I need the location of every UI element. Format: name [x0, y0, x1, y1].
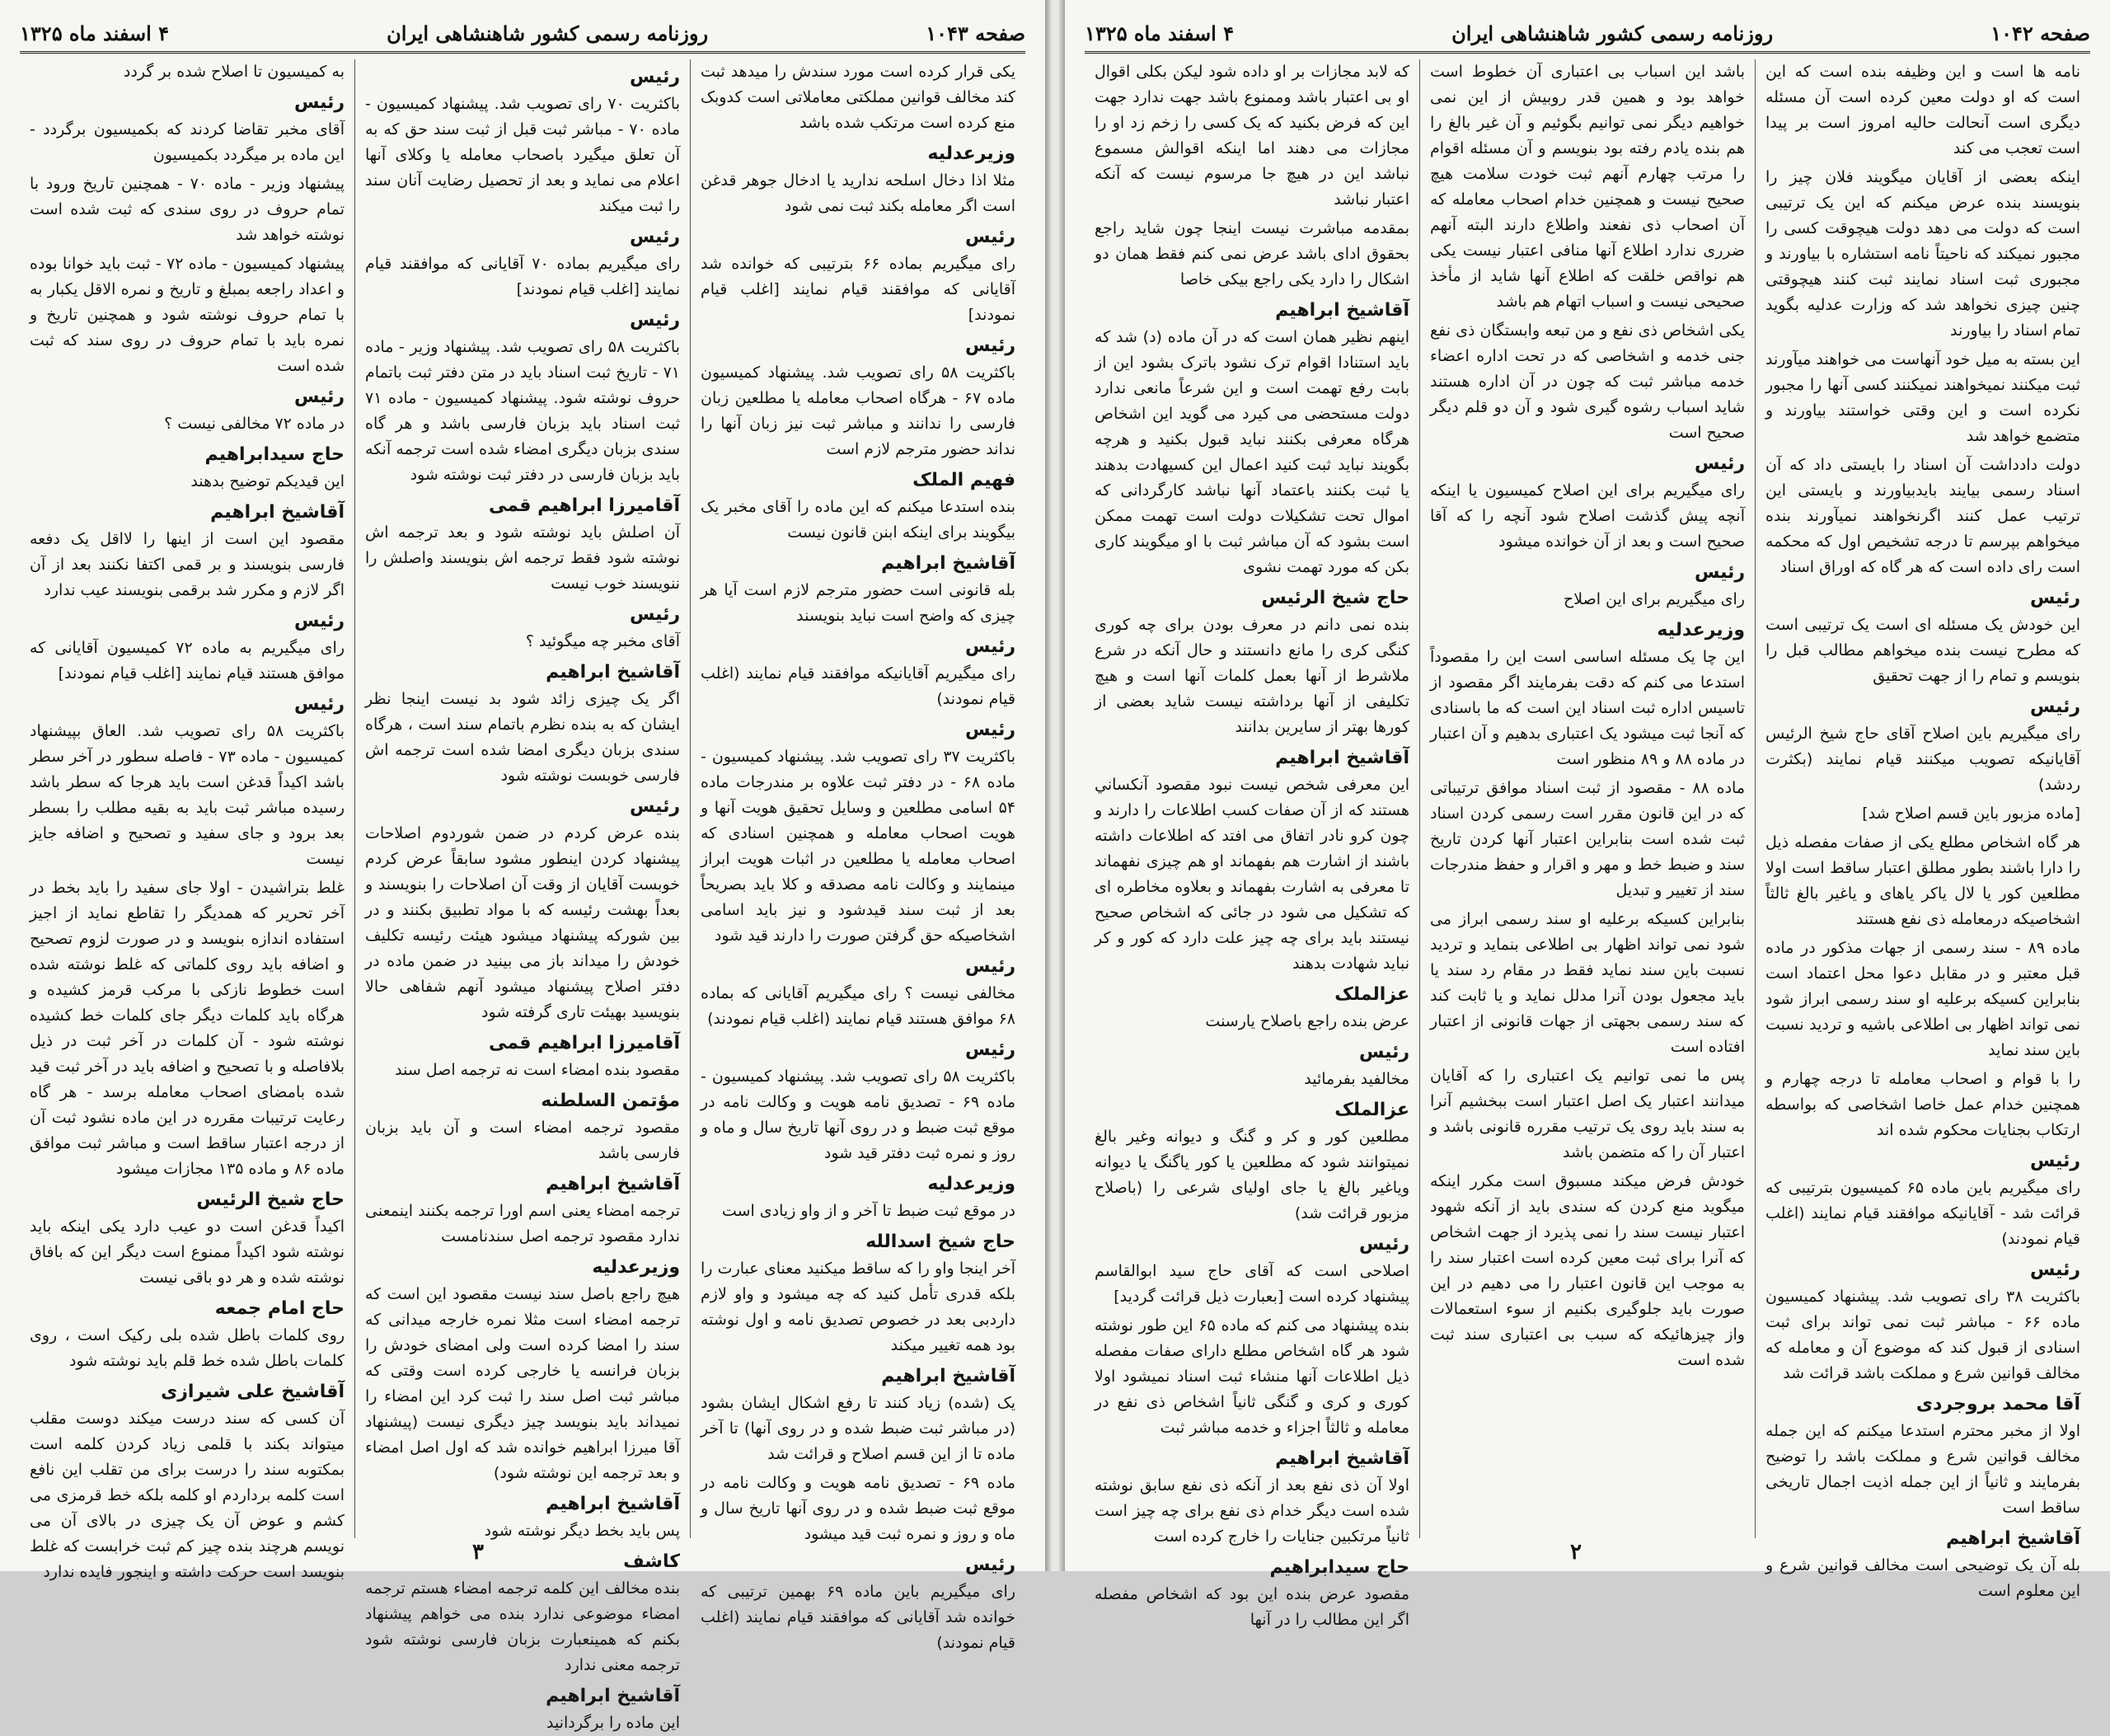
speaker-name: حاج شیخ الرئیس [1261, 588, 1409, 608]
left-page-columns [20, 59, 1025, 1732]
speaker-name: رئیس [629, 67, 680, 87]
speaker-name: آقامیرزا ابراهیم قمی [489, 495, 680, 516]
body-paragraph: مقصود بنده امضاء است نه ترجمه اصل سند [395, 1061, 680, 1079]
body-paragraph: رای میگیریم باین اصلاح آقای حاج شیخ الرئیس آقایانیکه تصویب میکنند قیام نمایند (بکثرت ردشد) [1765, 725, 2080, 794]
body-paragraph: بنده مخالف این کلمه ترجمه امضاء هستم ترجمه امضاء موضوعی ندارد بنده می خواهم پیشنهاد بکنم که همینعبارت بزبان فارسی نوشته شود ترجمه معنی ندارد [365, 1579, 680, 1674]
speaker-name: آقا محمد بروجردی [1915, 1394, 2080, 1415]
body-paragraph: رای میگیریم برای این اصلاح کمیسیون یا اینکه آنچه پیش گذشت اصلاح شود آنچه را که آقا صحیح است و بعد از آن خوانده میشود [1430, 481, 1745, 551]
left-page-header [20, 15, 1025, 54]
body-paragraph: باکثریت ۷۰ رای تصویب شد. پیشنهاد کمیسیون - ماده ۷۰ - مباشر ثبت قبل از ثبت سند حق که به آن تعلق میگیرد باصحاب معامله یا وکلای آنها اعلام می نماید و بعد از تحصیل رضایت آنان سند را ثبت میکند [365, 95, 681, 215]
body-paragraph: رای میگیریم به ماده ۷۲ کمیسیون آقایانی که موافق هستند قیام نمایند [اغلب قیام نمودند] [30, 639, 345, 683]
body-paragraph: به کمیسیون تا اصلاح شده بر گردد [123, 63, 345, 81]
left-page-number: ۳ [472, 1540, 484, 1565]
body-paragraph: باکثریت ۵۸ رای تصویب شد. العاق بپیشنهاد کمیسیون - ماده ۷۳ - فاصله سطور در آخر سطر باشد اکیداً قدغن است باید هرجا که سطر باشد رسیده مباشر ثبت باید به بقیه مطلب را بسطر بعد برود و جای سفید و تصحیح و اضافه جایز نیست [30, 722, 345, 868]
speaker-name: آقاشیخ ابراهیم [1275, 1448, 1409, 1469]
body-paragraph: باکثریت ۵۸ رای تصویب شد. پیشنهاد وزیر - ماده ۷۱ - تاریخ ثبت اسناد باید در متن دفتر ثبت باتمام حروف نوشته شود. پیشنهاد کمیسیون - ماده ۷۱ ثبت اسناد باید بزبان فارسی باشد و هر گاه سندی بزبان دیگری امضاء شده است ترجمه آنکه باید بزبان فارسی در دفتر ثبت نوشته شود [365, 338, 680, 484]
speaker-name: رئیس [964, 956, 1015, 977]
speaker-name: آقامیرزا ابراهیم قمی [489, 1033, 680, 1053]
body-paragraph: این قیدیکم توضیح بدهند [190, 472, 345, 490]
right-column-2 [1419, 59, 1755, 1538]
speaker-name: رئیس [1694, 562, 1745, 583]
speaker-name: حاج شیخ اسدالله [865, 1232, 1015, 1252]
speaker-name: رئیس [2029, 588, 2080, 608]
speaker-name: رئیس [1694, 453, 1745, 474]
body-paragraph: ترجمه امضاء یعنی اسم اورا ترجمه بکنند اینمعنی ندارد مقصود ترجمه اصل سندنامست [365, 1202, 680, 1246]
body-paragraph: بنده عرض کردم در ضمن شوردوم اصلاحات پیشنهاد کردن اینطور مشود سابقاً عرض کردم خوبست آقایان از وقت آن اصلاحات را بنویسند و بعداً بهشت رئیسه که با مواد تطبیق بکنند و در بین شورکه پیشنهاد میشود هیئت رئیسه تکلیف خودش را میداند باز می بینید در ضمن ماده در دفتر اصلاح پیشنهاد میشود آنهم شفاهی حالا بنویسید بهیئت تاری گرفته شود [365, 824, 680, 1021]
speaker-name: رئیس [2029, 697, 2080, 717]
speaker-name: آقاشیخ ابراهیم [1275, 748, 1409, 768]
right-page-number: ۲ [1570, 1540, 1582, 1565]
body-paragraph: اولا از مخبر محترم استدعا میکنم که این جمله مخالف قوانین شرع و مملکت باشد را توضیح بفرمایند و ثانیاً از این جمله اذیت اجمال تاریخی ساقط است [1765, 1422, 2080, 1517]
body-paragraph: باشد این اسباب بی اعتباری آن خطوط است خواهد بود و همین قدر روبیش از این نمی خواهیم دیگر نمی توانیم بگوئیم و آن غیر بالغ را هم بنده یادم رفته بود بنویسم و آن مسئله اقوام را مرتب چهارم آنهم ثبت خودت سلامت هیچ صحیح نیست و همچنین خدام اصحاب معامله که آن اصحاب ذی نفعند واطلاع دارند البته آنهم ضرری ندارد اطلاع آنها منافی اعتبار نیست یکی هم نواقص خلقت که اطلاع آنها شاید از مأخذ صحیحی نیست و اسباب اتهام هم باشد [1430, 63, 1745, 311]
body-paragraph: مثلا اذا دخال اسلحه ندارید یا ادخال جوهر قدغن است اگر معامله بکند ثبت نمی شود [701, 171, 1015, 215]
body-paragraph: را با قوام و اصحاب معامله تا درجه چهارم و همچنین خدام عمل خاصا اشخاصی که بواسطه ارتکاب بجنایات محکوم شده اند [1765, 1070, 2080, 1139]
speaker-name: رئیس [293, 387, 345, 407]
book-gutter [1045, 0, 1065, 1571]
body-paragraph: رای میگیریم بماده ۷۰ آقایانی که موافقند قیام نمایند [اغلب قیام نمودند] [365, 255, 680, 298]
body-paragraph: باکثریت ۳۷ رای تصویب شد. پیشنهاد کمیسیون - ماده ۶۸ - در دفتر ثبت علاوه بر مندرجات ماده ۵۴ اسامی مطلعین و وسایل تحقیق هویت آنها و هویت اصحاب معامله و همچنین اسنادی که اصحاب معامله یا مطلعین در اثبات هویت ابراز مینمایند و وکالت نامه مصدقه و کلا باید بصریحاً بعد از ثبت سند قیدشود و نیز باید اسامی اشخاصیکه حق گرفتن صورت را دارند قید شود [701, 748, 1016, 945]
body-paragraph: بنده نمی دانم در معرف بودن برای چه کوری کنگی کری را مانع دانستند و حال آنکه در شرع ملاشرط از آنها بعمل کلمات آنها است و هیچ تکلیفی از آنها برداشته نیست شاید بعضی از کورها بهتر از سایرین بدانند [1095, 616, 1409, 736]
left-column-2 [354, 59, 690, 1732]
body-paragraph: روی کلمات باطل شده بلی رکیک است ، روی کلمات باطل شده خط قلم باید نوشته شود [30, 1326, 345, 1370]
body-paragraph: اصلاحی است که آقای حاج سید ابوالقاسم پیشنهاد کرده است [بعبارت ذیل قرائت گردید] [1095, 1262, 1409, 1306]
speaker-name: وزیرعدلیه [592, 1257, 680, 1278]
speaker-name: آقاشیخ ابراهیم [210, 502, 345, 523]
speaker-name: رئیس [293, 92, 345, 113]
body-paragraph: این خودش یک مسئله ای است یک ترتیبی است که مطرح نیست بنده میخواهم مطالب قبل را بنویسم و تمام را از جهت تحقیق [1765, 616, 2080, 685]
body-paragraph: آقای مخبر چه میگوئید ؟ [525, 632, 680, 650]
body-paragraph: دولت دادداشت آن اسناد را بایستی داد که آن اسناد رسمی بیایند بایدبیاورند و بایستی این ترتیب عمل کنند اگرنخواهند نمیآورند بنده میخواهم بپرسم تا درجه تشخیص اول که محکمه است رای داده است که هر گاه که اوراق اسناد [1765, 456, 2080, 576]
body-paragraph: بنده پیشنهاد می کنم که ماده ۶۵ این طور نوشته شود هر گاه اشخاص مطلع دارای صفات مفصله ذیل اطلاعات آنها منشاء ثبت اسناد نمیشود اولا کوری و کری و گنگی ثانیاً اشخاص ذی نفع در معامله و ثالثاً اجزاء و خدمه مباشر ثبت [1095, 1316, 1409, 1437]
speaker-name: حاج سیدابراهیم [204, 444, 345, 465]
speaker-name: آقاشیخ ابراهیم [1275, 300, 1409, 321]
body-paragraph: ماده ۸۹ - سند رسمی از جهات مذکور در ماده قبل معتبر و در مقابل دعوا محل اعتماد است بنابراین کسیکه برعلیه او سند رسمی ابراز شود نمی تواند اظهار بی اطلاعی باشیه و تردید نسبت باین سند نماید [1765, 939, 2080, 1059]
speaker-name: کاشف [623, 1551, 680, 1572]
body-paragraph: یک (شده) زیاد کنند تا رفع اشکال ایشان بشود (در مباشر ثبت ضبط شده و در روی آنها) تا آخر ماده تا از این قسم اصلاح و قرائت شد [701, 1394, 1015, 1463]
speaker-name: رئیس [2029, 1260, 2080, 1280]
speaker-name: رئیس [629, 227, 680, 247]
body-paragraph: بله آن یک توضیحی است مخالف قوانین شرع و این معلوم است [1765, 1556, 2080, 1600]
speaker-name: رئیس [964, 227, 1015, 247]
body-paragraph: رای میگیریم باین ماده ۶۹ بهمین ترتیبی که خوانده شد آقایانی که موافقند قیام نمایند (اغلب قیام نمودند) [701, 1583, 1015, 1652]
body-paragraph: ماده ۶۹ - تصدیق نامه هویت و وکالت نامه در موقع ثبت ضبط شده و در روی آنها تاریخ سال و ماه و روز و نمره ثبت قید میشود [701, 1474, 1015, 1543]
left-column-1 [690, 59, 1025, 1652]
right-column-3 [1085, 59, 1419, 1629]
body-paragraph: یکی اشخاص ذی نفع و من تبعه وابستگان ذی نفع جنی خدمه و اشخاصی که در تحت اداره اعضاء خدمه مباشر ثبت که چون در آن اداره هستند شاید اسباب رشوه گیری شود و آن دو قلم دیگر صحیح است [1430, 321, 1745, 442]
body-paragraph: باکثریت ۵۸ رای تصویب شد. پیشنهاد کمیسیون ماده ۶۷ - هرگاه اصحاب معامله یا مطلعین زبان فارسی را ندانند و مباشر ثبت نیز زبان آنها را نداند حضور مترجم لازم است [701, 364, 1016, 458]
right-page-columns [1085, 59, 2090, 1629]
speaker-name: فهیم الملک [912, 470, 1015, 490]
right-page-label: صفحه ۱۰۴۲ [1990, 21, 2090, 45]
body-paragraph: بله قانونی است حضور مترجم لازم است آیا هر چیزی که واضح است نباید بنویسند [701, 581, 1015, 625]
body-paragraph: رای میگیریم برای این اصلاح [1563, 590, 1745, 608]
speaker-name: عزالملک [1334, 984, 1409, 1005]
speaker-name: آقاشیخ علی شیرازی [161, 1382, 345, 1402]
speaker-name: رئیس [2029, 1151, 2080, 1171]
speaker-name: مؤتمن السلطنه [541, 1091, 680, 1111]
body-paragraph: این معرفی شخص نیست نبود مقصود آنکساني هستند که از آن صفات کسب اطلاعات را دارند و چون کرو نادر اتفاق می افتد که اطلاعات داشته باشند از اشارت هم بفهماند او هم چیزی نفهماند تا معرفی به اشارت بفهماند و بعلاوه مخاطره ای که تشکیل می شود در جائی که اشخاص صحیح نیستند باید برای چه چیز علت دارد که کور و کر نباید شهادت بدهند [1095, 776, 1409, 973]
left-page-label: صفحه ۱۰۴۳ [926, 21, 1025, 45]
speaker-name: رئیس [964, 335, 1015, 356]
speaker-name: حاج سیدابراهیم [1269, 1557, 1409, 1578]
speaker-name: رئیس [629, 310, 680, 331]
speaker-name: رئیس [964, 636, 1015, 657]
body-paragraph: مخالفی نیست ؟ رای میگیریم آقایانی که بماده ۶۸ موافق هستند قیام نمایند (اغلب قیام نمودند) [701, 984, 1015, 1028]
body-paragraph: رای میگیریم بماده ۶۶ بترتیبی که خوانده شد آقایانی که موافقند قیام نمایند [اغلب قیام نمودند] [701, 255, 1015, 324]
speaker-name: رئیس [629, 796, 680, 817]
speaker-name: رئیس [1358, 1042, 1409, 1063]
body-paragraph: در موقع ثبت ضبط تا آخر و از واو زیادی است [721, 1202, 1015, 1220]
left-column-3 [20, 59, 354, 1581]
speaker-name: آقاشیخ ابراهیم [1946, 1528, 2080, 1549]
body-paragraph: پس باید بخط دیگر نوشته شود [484, 1522, 680, 1540]
left-newspaper-title: روزنامه رسمی کشور شاهنشاهی ایران [387, 21, 709, 45]
body-paragraph: اگر یک چیزی زائد شود بد نیست اینجا نظر ایشان که به بنده نظرم باتمام سند است ، هرگاه سندی بزبان دیگری امضا شده است ترجمه اش فارسی خوبست نوشته شود [365, 690, 680, 785]
body-paragraph: اولا آن ذی نفع بعد از آنکه ذی نفع سابق نوشته شده است دیگر خدام ذی نفع برای چه چیز است ثانیاً مرتکبین جنایات را خارج کرده است [1095, 1476, 1409, 1546]
speaker-name: آقاشیخ ابراهیم [881, 553, 1015, 574]
body-paragraph: این چا یک مسئله اساسی است این را مقصوداً استدعا می کنم که دقت بفرمایند اگر مقصود از تاسیس اداره ثبت اسناد این است که ما باسنادی که آنجا ثبت میشود یک اعتباری بدهیم و آن اعتبار در ماده ۸۸ و ۸۹ منظور است [1430, 648, 1745, 768]
body-paragraph: پیشنهاد وزیر - ماده ۷۰ - همچنین تاریخ ورود با تمام حروف در روی سندی که ثبت شده است نوشته خواهد شد [30, 175, 345, 244]
body-paragraph: اینکه بعضی از آقایان میگویند فلان چیز را بنویسند بنده عرض میکنم که این یک ترتیبی است که دولت می دهد دولت هیچوقت کسی را مجبور نمیکند که ناحیتاً نامه استشاره با بیاورند و مجبوری ثبت اسناد نمایند ثبت کنند هیچوقتی چنین چیزی نخواهد شد که وزارت عدلیه بگوید تمام اسناد را بیاورند [1765, 168, 2080, 340]
body-paragraph: آخر اینجا واو را که ساقط میکنید معنای عبارت را بلکه قدری تأمل کنید که چه میشود و واو لازم داردبی بعد در خصوص تصدیق نامه و اول نوشته بود همه تغییر میکند [701, 1260, 1015, 1354]
body-paragraph: رای میگیریم باین ماده ۶۵ کمیسیون بترتیبی که قرائت شد - آقایانیکه موافقند قیام نمایند (اغلب قیام نمودند) [1765, 1179, 2081, 1248]
body-paragraph: بنابراین کسیکه برعلیه او سند رسمی ابراز می شود نمی تواند اظهار بی اطلاعی بنماید و تردید نسبت باین سند نماید فقط در مقام رد سند یا باید مجعول بودن آنرا مدلل نماید و یا ثابت کند که سند رسمی بجهتی از جهات قانونی از اعتبار افتاده است [1430, 910, 1745, 1056]
speaker-name: حاج شیخ الرئیس [196, 1189, 345, 1210]
right-newspaper-title: روزنامه رسمی کشور شاهنشاهی ایران [1451, 21, 1774, 45]
body-paragraph: ماده ۸۸ - مقصود از ثبت اسناد موافق ترتیباتی که در این قانون مقرر است رسمی کردن اسناد ثبت شده است بنابراین اعتبار آنها کردن تاریخ سند و ضبط خط و مهر و اقرار و حفظ مندرجات سند از تغییر و تبدیل [1430, 779, 1746, 899]
body-paragraph: آن اصلش باید نوشته شود و بعد ترجمه اش نوشته شود فقط ترجمه اش بنویسند واصلش را ننویسند خوب نیست [365, 523, 680, 593]
body-paragraph: اینهم نظیر همان است که در آن ماده (د) شد که باید استنادا اقوام ترک نشود باترک بشود این از بابت رفع تهمت است و این شرعاً مانعی ندارد دولت مستحضی می کیرد می گوید این اشخاص هرگاه معرفی بکنند نباید قبول بکنید و هرچه بگویند نباید ثبت کنید اعمال این کسیهادت بدهند یا ثبت بکنند باعتماد آنها نباشد کارگردانی که اموال تحت تشکیلات دولت است تهمت ممکن است بشود که آن مباشر ثبت با او میگویند کاری بکن که مورد تهمت نشوی [1095, 328, 1409, 576]
body-paragraph: که لابد مجازات بر او داده شود لیکن بکلی اقوال او بی اعتبار باشد وممنوع باشد جهت ندارد جهت این که فرض بکنید که یک کسی را زخم زد او را مجازات می دهند اما اینکه اقوالش مسموع نباشد این در هیچ جا مرسوم نیست که آنکه اعتبار نباشد [1095, 63, 1409, 209]
speaker-name: آقاشیخ ابراهیم [546, 1174, 680, 1194]
speaker-name: رئیس [964, 1555, 1015, 1575]
body-paragraph: اکیداً قدغن است دو عیب دارد یکی اینکه باید نوشته شود اکیداً ممنوع است دیگر این که بافاق نوشته شده و هر دو باقی نیست [30, 1218, 345, 1287]
body-paragraph: در ماده ۷۲ مخالفی نیست ؟ [164, 415, 345, 433]
speaker-name: حاج امام جمعه [214, 1298, 345, 1319]
body-paragraph: هیچ راجع باصل سند نیست مقصود این است که ترجمه امضاء است مثلا نمره خارجه میدانی که سند را امضا کرده است ولی امضای خودش را بزبان فرانسه یا خارجی کرده است وقتی که مباشر ثبت اصل سند را ثبت کرد این امضاء را نمیداند باید بنویسد چیز دیگری نیست (پیشنهاد آقا میرزا ابراهیم خوانده شد که اول اصل امضاء و بعد ترجمه این نوشته شود) [365, 1285, 680, 1482]
body-paragraph: پیشنهاد کمیسیون - ماده ۷۲ - ثبت باید خوانا بوده و اعداد راجعه بمبلغ و تاریخ و نمره الاقل یکبار به با تمام حروف نوشته شود و همچنین تاریخ و نمره باید با تمام حروف در روی سند که ثبت شده است [30, 255, 345, 375]
body-paragraph: یکی قرار کرده است مورد سندش را میدهد ثبت کند مخالف قوانین مملکتی معاملاتی است کدوبک منع کرده است مرتکب شده باشد [701, 63, 1015, 132]
body-paragraph: عرض بنده راجع باصلاح یارسنت [1205, 1012, 1409, 1030]
speaker-name: رئیس [629, 604, 680, 625]
body-paragraph: بمقدمه مباشرت نیست اینجا چون شاید راجع بحقوق ادای باشد عرض نمی کنم فقط همان دو اشکال را دارد یکی راجع بیکی خاصا [1095, 219, 1409, 289]
speaker-name: وزیرعدلیه [1657, 620, 1745, 640]
body-paragraph: خودش فرض میکند مسبوق است مکرر اینکه میگوید منع کردن که سندی باید از آنکه شهود اعتبار نیست سند را نمی پذیرد از جهت اشخاص که آنرا برای ثبت معین کرده است اعتبار سند را به موجب این قانون اعتبار را می دهیم در این صورت باید جلوگیری بکنیم از سوء استعمالات واز چیزهائیکه که سبب بی اعتباری سند ثبت شده است [1430, 1172, 1745, 1369]
speaker-name: آقاشیخ ابراهیم [546, 1686, 680, 1706]
body-paragraph: غلط بتراشیدن - اولا جای سفید را باید بخط در آخر تحریر که همدیگر را تقاطع نماید از اجیز استفاده اندازه بنویسد و در صورت لزوم تصحیح و اضافه باید روی کلماتی که غلط نوشته شده است خطوط نازکی با مرکب قرمز کشیده و هرگاه باید کلمات دیگر جای کلمات خط کشیده نوشته شود - آن کلمات در آخر ثبت در ذیل بلافاصله و با تصحیح و اضافه باید در آخر ثبت قید شده بامضای اصحاب معامله برسد - هر گاه رعایت ترتیبات مقرره در این ماده نشود ثبت آن از درجه اعتبار ساقط است و مباشر ثبت موافق ماده ۸۶ و ماده ۱۳۵ مجازات میشود [30, 879, 345, 1178]
body-paragraph: پس ما نمی توانیم یک اعتباری را که آقایان میدانند اعتبار یک اصل اعتبار است ببخشیم آنرا به سند باید روی یک ترتیب مقرره قانونی باشد و اعتبار آن را که متضمن باشد [1430, 1067, 1745, 1161]
right-page-header [1085, 15, 2090, 54]
body-paragraph: آن کسی که سند درست میکند دوست مقلب میتواند بکند با قلمی زیاد کردن کلمه است بمکتوبه سند را درست برای من تقلب این نافع است کلمه برداردم او کلمه بلکه خط قرمزی می کشم و عوض آن یک چیزی در بالای آن می نویسم هرچند بنده چیز کم ثبت خرابست که غلط بنویسد است حرکت داشته و اینجور فایده ندارد [30, 1410, 345, 1581]
body-paragraph: مقصود این است از اینها را لااقل یک دفعه فارسی بنویسند و بر قمی اکتفا نکنند بعد از آن اگر لازم و مکرر شد برقمی بنویسند عیب ندارد [30, 530, 345, 599]
right-column-1 [1755, 59, 2090, 1600]
right-newspaper-page [1065, 0, 2110, 1629]
speaker-name: رئیس [293, 694, 345, 715]
speaker-name: عزالملک [1334, 1100, 1409, 1120]
left-page-date: ۴ اسفند ماه ۱۳۲۵ [20, 21, 170, 45]
speaker-name: وزیرعدلیه [927, 143, 1015, 164]
body-paragraph: باکثریت ۵۸ رای تصویب شد. پیشنهاد کمیسیون - ماده ۶۹ - تصدیق نامه هویت و وکالت نامه در موقع ثبت ضبط و در روی آنها تاریخ سال و ماه و روز و نمره ثبت دفتر قید شود [701, 1067, 1015, 1162]
speaker-name: آقاشیخ ابراهیم [881, 1366, 1015, 1386]
speaker-name: رئیس [1358, 1234, 1409, 1255]
body-paragraph: رای میگیریم آقایانیکه موافقند قیام نمایند (اغلب قیام نمودند) [701, 664, 1015, 708]
speaker-name: آقاشیخ ابراهیم [546, 1494, 680, 1514]
body-paragraph: باکثریت ۳۸ رای تصویب شد. پیشنهاد کمیسیون ماده ۶۶ - مباشر ثبت نمی تواند برای ثبت اسنادی از قبول کند که موضوع آن و معامله که مخالف قوانین شرع و مملکت باشد قرائت شد [1765, 1288, 2080, 1382]
right-page-date: ۴ اسفند ماه ۱۳۲۵ [1085, 21, 1235, 45]
speaker-name: آقاشیخ ابراهیم [546, 662, 680, 683]
speaker-name: رئیس [964, 1039, 1015, 1060]
body-paragraph: این ماده را برگردانید [546, 1714, 680, 1732]
body-paragraph: نامه ها است و این وظیفه بنده است که این است که او دولت معین کرده است آن مسئله دیگری است آنحالت حالیه امروز است بر پیدا است تعجب می کند [1765, 63, 2080, 157]
left-newspaper-page [0, 0, 1045, 1732]
body-paragraph: مقصود ترجمه امضاء است و آن باید بزبان فارسی باشد [365, 1119, 680, 1162]
speaker-name: رئیس [293, 611, 345, 631]
body-paragraph: مطلعین کور و کر و گنگ و دیوانه وغیر بالغ نمیتوانند شود که مطلعین یا کور یاگنگ یا دیوانه ویاغیر بالغ یا جای اولیای شرعی را (باصلاح مزبور قرائت شد) [1095, 1128, 1409, 1222]
speaker-name: وزیرعدلیه [927, 1174, 1015, 1194]
body-paragraph: آقای مخبر تقاضا کردند که بکمیسیون برگردد - این ماده بر میگردد بکمیسیون [30, 120, 345, 164]
body-paragraph: مخالفید بفرمائید [1304, 1070, 1409, 1088]
body-paragraph: هر گاه اشخاص مطلع یکی از صفات مفصله ذیل را دارا باشند بطور مطلق اعتبار ساقط است اولا مطلعین کور یا لال یاکر یاهای و یاغیر بالغ ثالثاً اشخاصیکه درمعامله ذی نفع هستند [1765, 833, 2080, 928]
body-paragraph: مقصود عرض بنده این بود که اشخاص مفصله اگر این مطالب را در آنها [1095, 1585, 1409, 1629]
body-paragraph: این بسته به میل خود آنهاست می خواهند میآورند ثبت میکنند نمیخواهند نمیکنند کسی آنها را مجبور نکرده است و این وقتی خواستند بیاورند و متضمع خواهد شد [1765, 350, 2080, 445]
body-paragraph: [ماده مزبور باین قسم اصلاح شد] [1862, 805, 2080, 823]
body-paragraph: بنده استدعا میکنم که این ماده را آقای مخبر یک بیگویند برای اینکه ابنن قانون نیست [701, 498, 1015, 542]
speaker-name: رئیس [964, 720, 1015, 740]
